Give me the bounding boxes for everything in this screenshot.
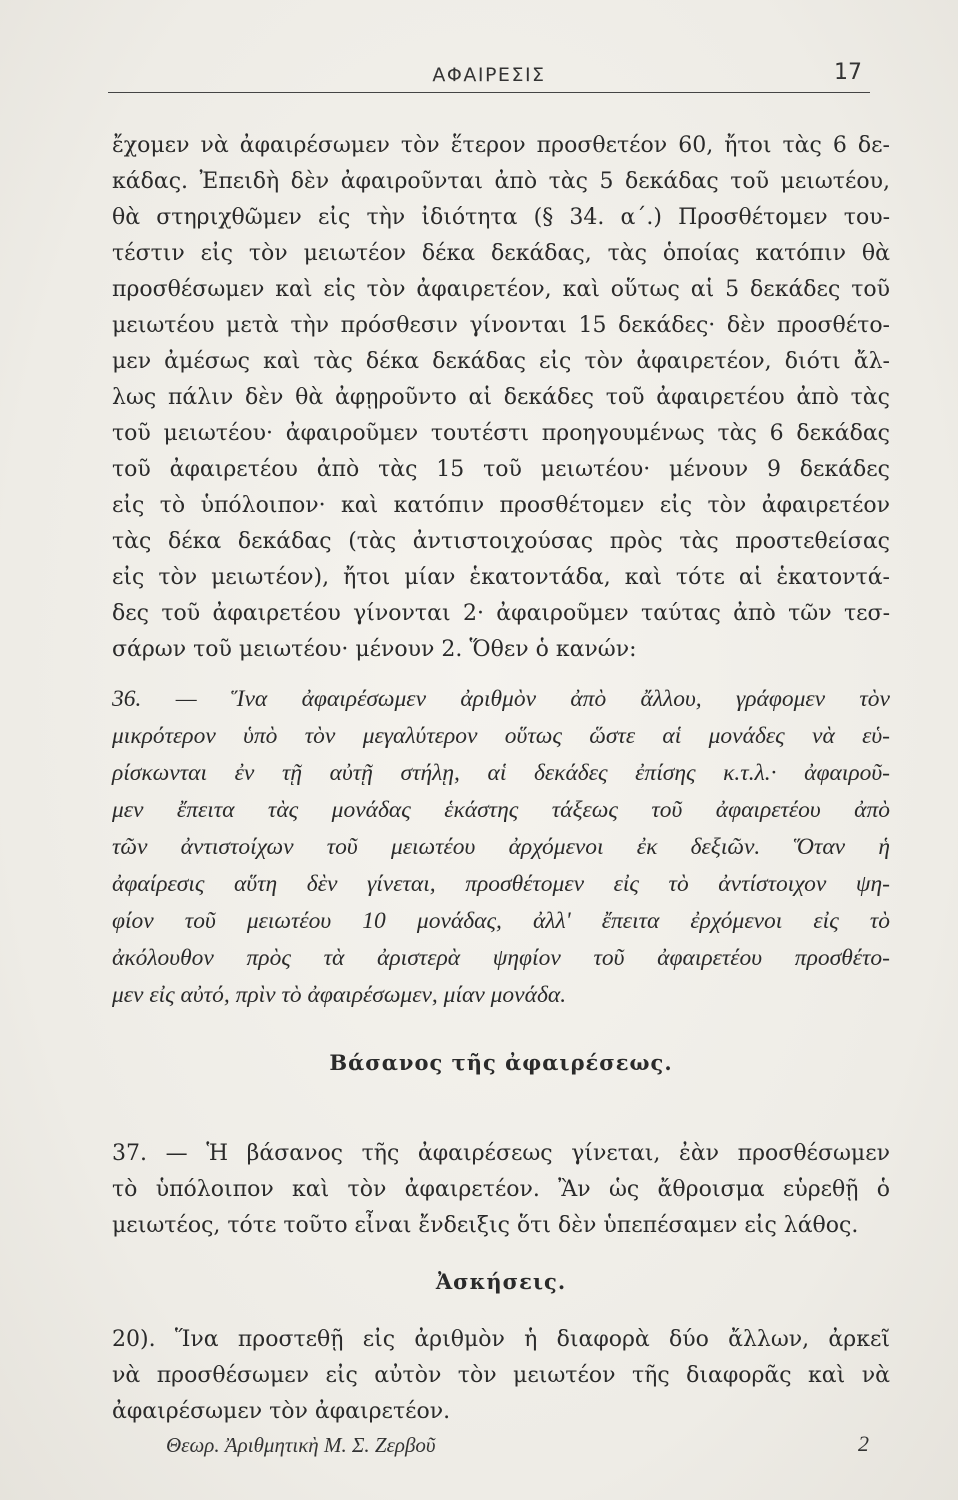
footer-sheet-number: 2 <box>858 1431 869 1456</box>
text-line: τὰς δέκα δεκάδας (τὰς ἀντιστοιχούσας πρὸς τὰς προστεθείσας <box>112 529 890 554</box>
text-line: 20). Ἵνα προστεθῇ εἰς ἀριθμὸν ἡ διαφορὰ δύο ἄλλων, ἀρκεῖ <box>112 1327 890 1352</box>
text-line: μειωτέου μετὰ τὴν πρόσθεσιν γίνονται 15 δεκάδες· δὲν προσθέτο- <box>112 313 890 338</box>
text-line: θὰ στηριχθῶμεν εἰς τὴν ἰδιότητα (§ 34. α΄.) Προσθέτομεν του- <box>112 205 890 230</box>
rule-line: μεν ἔπειτα τὰς μονάδας ἑκάστης τάξεως τοῦ ἀφαιρετέου ἀπὸ <box>112 797 890 823</box>
text-line: ἔχομεν νὰ ἀφαιρέσωμεν τὸν ἕτερον προσθετέον 60, ἤτοι τὰς 6 δε- <box>112 133 890 158</box>
rule-line: ἀκόλουθον πρὸς τὰ ἀριστερὰ ψηφίον τοῦ ἀφαιρετέου προσθέτο- <box>112 945 890 971</box>
footer-signature: Θεωρ. Ἀριθμητικὴ Μ. Σ. Ζερβοῦ <box>166 1433 436 1457</box>
text-line: τέστιν εἰς τὸν μειωτέον δέκα δεκάδας, τὰς ὁποίας κατόπιν θὰ <box>112 241 890 266</box>
text-line: προσθέσωμεν καὶ εἰς τὸν ἀφαιρετέον, καὶ οὕτως αἱ 5 δεκάδες τοῦ <box>112 277 890 302</box>
text-line: εἰς τὸν μειωτέον), ἤτοι μίαν ἑκατοντάδα, καὶ τότε αἱ ἑκατοντά- <box>112 565 890 590</box>
text-line: κάδας. Ἐπειδὴ δὲν ἀφαιροῦνται ἀπὸ τὰς 5 δεκάδας τοῦ μειωτέου, <box>112 169 890 194</box>
section-heading-basanos: Βάσανος τῆς ἀφαιρέσεως. <box>329 1050 673 1075</box>
text-line: τὸ ὑπόλοιπον καὶ τὸν ἀφαιρετέον. Ἂν ὡς ἄθροισμα εὑρεθῇ ὁ <box>112 1177 890 1202</box>
text-line: μειωτέος, τότε τοῦτο εἶναι ἔνδειξις ὅτι δὲν ὑπεπέσαμεν εἰς λάθος. <box>112 1213 859 1238</box>
rule-line: μεν εἰς αὐτό, πρὶν τὸ ἀφαιρέσωμεν, μίαν μονάδα. <box>112 982 567 1008</box>
text-line: 37. — Ἡ βάσανος τῆς ἀφαιρέσεως γίνεται, ἐὰν προσθέσωμεν <box>112 1141 890 1166</box>
rule-line: τῶν ἀντιστοίχων τοῦ μειωτέου ἀρχόμενοι ἐκ δεξιῶν. Ὅταν ἡ <box>112 834 890 860</box>
text-line: σάρων τοῦ μειωτέου· μένουν 2. Ὅθεν ὁ κανών: <box>112 637 637 662</box>
text-line: λως πάλιν δὲν θὰ ἀφῃροῦντο αἱ δεκάδες τοῦ ἀφαιρετέου ἀπὸ τὰς <box>112 385 890 410</box>
text-line: μεν ἀμέσως καὶ τὰς δέκα δεκάδας εἰς τὸν ἀφαιρετέον, διότι ἄλ- <box>112 349 890 374</box>
rule-line: φίον τοῦ μειωτέου 10 μονάδας, ἀλλ' ἔπειτα ἐρχόμενοι εἰς τὸ <box>112 908 890 934</box>
text-line: ἀφαιρέσωμεν τὸν ἀφαιρετέον. <box>112 1399 451 1424</box>
rule-line: ἀφαίρεσις αὕτη δὲν γίνεται, προσθέτομεν εἰς τὸ ἀντίστοιχον ψη- <box>112 871 890 897</box>
rule-line: μικρότερον ὑπὸ τὸν μεγαλύτερον οὕτως ὥστε αἱ μονάδες νὰ εὑ- <box>112 723 890 749</box>
rule-line: ρίσκωνται ἐν τῇ αὐτῇ στήλῃ, αἱ δεκάδες ἐπίσης κ.τ.λ.· ἀφαιροῦ- <box>112 760 890 786</box>
text-line: τοῦ μειωτέου· ἀφαιροῦμεν τουτέστι προηγουμένως τὰς 6 δεκάδας <box>112 421 890 446</box>
page-number: 17 <box>834 60 862 85</box>
section-heading-askiseis: Ἀσκήσεις. <box>435 1269 567 1294</box>
header-title: ΑΦΑΙΡΕΣΙΣ <box>432 64 546 86</box>
rule-line: 36. — Ἵνα ἀφαιρέσωμεν ἀριθμὸν ἀπὸ ἄλλου, γράφομεν τὸν <box>112 686 890 712</box>
text-line: δες τοῦ ἀφαιρετέου γίνονται 2· ἀφαιροῦμεν ταύτας ἀπὸ τῶν τεσ- <box>112 601 890 626</box>
text-line: εἰς τὸ ὑπόλοιπον· καὶ κατόπιν προσθέτομεν εἰς τὸν ἀφαιρετέον <box>112 493 890 518</box>
text-line: νὰ προσθέσωμεν εἰς αὐτὸν τὸν μειωτέον τῆς διαφορᾶς καὶ νὰ <box>112 1363 890 1388</box>
running-header <box>108 58 870 93</box>
text-line: τοῦ ἀφαιρετέου ἀπὸ τὰς 15 τοῦ μειωτέου· μένουν 9 δεκάδες <box>112 457 890 482</box>
